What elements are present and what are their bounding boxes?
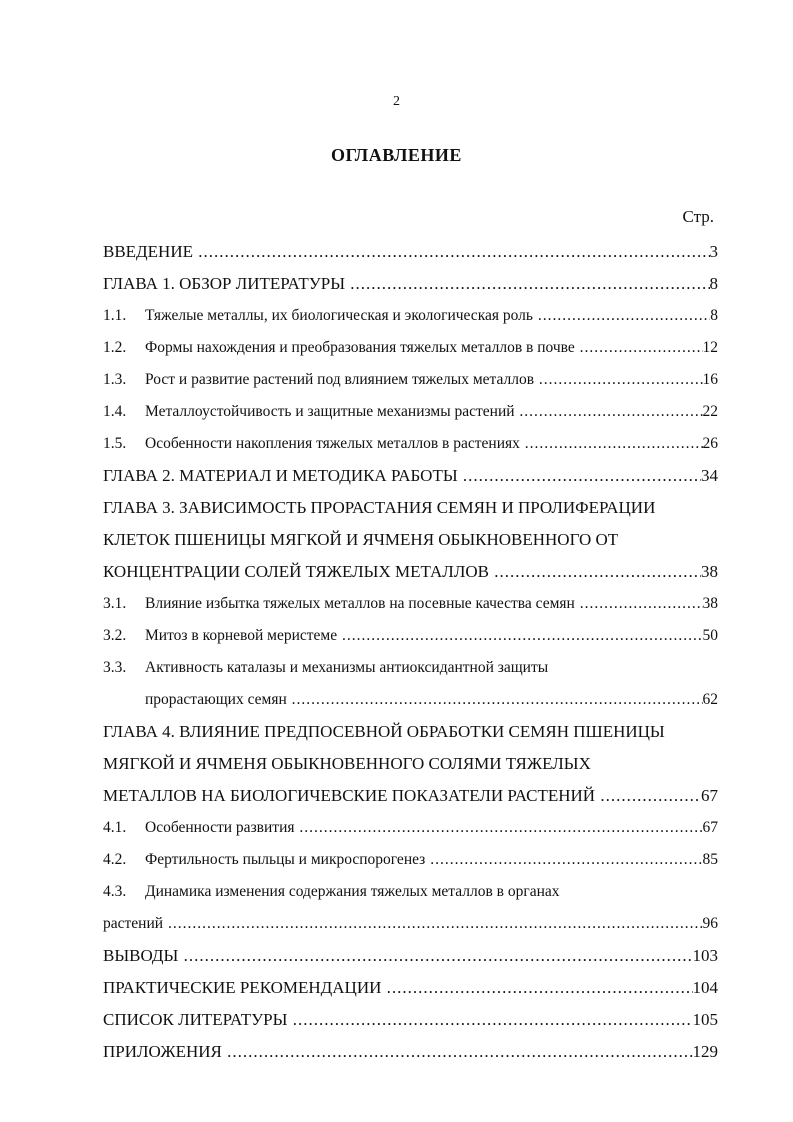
entry-page: 129 (692, 1042, 718, 1061)
entry-title-line: КОНЦЕНТРАЦИИ СОЛЕЙ ТЯЖЕЛЫХ МЕТАЛЛОВ (103, 562, 489, 581)
entry-page: 50 (702, 627, 718, 644)
entry-number: 3.2. (103, 627, 127, 644)
toc-entry-4-3-line-2[interactable] (103, 908, 718, 940)
entry-page: 26 (702, 435, 718, 452)
table-of-contents (103, 236, 718, 1068)
entry-page: 103 (692, 946, 718, 965)
toc-entry-references[interactable] (103, 1004, 718, 1036)
entry-title-line: КЛЕТОК ПШЕНИЦЫ МЯГКОЙ И ЯЧМЕНЯ ОБЫКНОВЕННОГО ОТ (103, 530, 619, 549)
toc-entry-4-2[interactable] (103, 844, 718, 876)
entry-page: 8 (710, 307, 718, 324)
entry-title: ГЛАВА 2. МАТЕРИАЛ И МЕТОДИКА РАБОТЫ (103, 466, 458, 485)
toc-entry-3-1[interactable] (103, 588, 718, 620)
toc-entry-appendices[interactable] (103, 1036, 718, 1068)
toc-entry-chapter-2[interactable] (103, 460, 718, 492)
entry-page: 105 (692, 1010, 718, 1029)
entry-title: Тяжелые металлы, их биологическая и экологическая роль (145, 307, 533, 324)
entry-number: 1.3. (103, 371, 127, 388)
entry-title: ПРАКТИЧЕСКИЕ РЕКОМЕНДАЦИИ (103, 978, 382, 997)
entry-title-line: ГЛАВА 4. ВЛИЯНИЕ ПРЕДПОСЕВНОЙ ОБРАБОТКИ СЕМЯН ПШЕНИЦЫ (103, 722, 665, 741)
toc-entry-chapter-4-line-1[interactable] (103, 716, 718, 748)
toc-entry-1-5[interactable] (103, 428, 718, 460)
entry-title: ПРИЛОЖЕНИЯ (103, 1042, 222, 1061)
entry-page: 67 (701, 786, 718, 805)
entry-title: Митоз в корневой меристеме (145, 627, 338, 644)
entry-page: 12 (702, 339, 718, 356)
entry-page: 38 (702, 595, 718, 612)
entry-number: 4.3. (103, 883, 127, 900)
toc-entry-1-3[interactable] (103, 364, 718, 396)
entry-title: ГЛАВА 1. ОБЗОР ЛИТЕРАТУРЫ (103, 274, 346, 293)
toc-entry-chapter-3-line-3[interactable] (103, 556, 718, 588)
toc-entry-chapter-3-line-2[interactable] (103, 524, 718, 556)
toc-entry-1-4[interactable] (103, 396, 718, 428)
entry-title: ВЫВОДЫ (103, 946, 179, 965)
entry-page: 3 (709, 242, 718, 261)
entry-page: 22 (702, 403, 718, 420)
entry-title: Формы нахождения и преобразования тяжелых металлов в почве (145, 339, 575, 356)
entry-title-line: прорастающих семян (145, 691, 287, 708)
entry-title-line: Активность каталазы и механизмы антиоксидантной защиты (145, 659, 549, 676)
toc-entry-4-3-line-1[interactable] (103, 876, 718, 908)
entry-title-line: ГЛАВА 3. ЗАВИСИМОСТЬ ПРОРАСТАНИЯ СЕМЯН И ПРОЛИФЕРАЦИИ (103, 498, 656, 517)
toc-entry-4-1[interactable] (103, 812, 718, 844)
entry-number: 1.4. (103, 403, 127, 420)
toc-entry-3-3-line-1[interactable] (103, 652, 718, 684)
entry-title-line: МЕТАЛЛОВ НА БИОЛОГИЧЕВСКИЕ ПОКАЗАТЕЛИ РАСТЕНИЙ (103, 786, 596, 805)
entry-page: 8 (709, 274, 718, 293)
entry-title: Особенности накопления тяжелых металлов в растениях (145, 435, 520, 452)
entry-title-line: МЯГКОЙ И ЯЧМЕНЯ ОБЫКНОВЕННОГО СОЛЯМИ ТЯЖЕЛЫХ (103, 754, 591, 773)
entry-title: Рост и развитие растений под влиянием тяжелых металлов (145, 371, 535, 388)
entry-title-line: растений (103, 915, 164, 932)
toc-entry-chapter-4-line-2[interactable] (103, 748, 718, 780)
entry-page: 38 (701, 562, 718, 581)
entry-title: Особенности развития (145, 819, 295, 836)
toc-entry-recommendations[interactable] (103, 972, 718, 1004)
page-title: ОГЛАВЛЕНИЕ (331, 145, 462, 165)
entry-title: Металлоустойчивость и защитные механизмы растений (145, 403, 515, 420)
entry-title-line: Динамика изменения содержания тяжелых металлов в органах (145, 883, 560, 900)
page-column-label: Стр. (682, 207, 714, 226)
entry-number: 4.2. (103, 851, 127, 868)
page-number: 2 (393, 94, 400, 109)
toc-entry-1-1[interactable] (103, 300, 718, 332)
entry-page: 67 (702, 819, 718, 836)
entry-page: 34 (701, 466, 718, 485)
toc-entry-3-3-line-2[interactable] (103, 684, 718, 716)
toc-entry-1-2[interactable] (103, 332, 718, 364)
toc-entry-3-2[interactable] (103, 620, 718, 652)
toc-entry-intro[interactable] (103, 236, 718, 268)
entry-number: 3.1. (103, 595, 127, 612)
entry-number: 3.3. (103, 659, 127, 676)
entry-title: Фертильность пыльцы и микроспорогенез (145, 851, 426, 868)
entry-page: 104 (692, 978, 718, 997)
entry-number: 1.5. (103, 435, 127, 452)
toc-entry-chapter-1[interactable] (103, 268, 718, 300)
entry-number: 1.2. (103, 339, 127, 356)
entry-number: 4.1. (103, 819, 127, 836)
entry-page: 85 (702, 851, 718, 868)
entry-page: 96 (702, 915, 718, 932)
entry-title: СПИСОК ЛИТЕРАТУРЫ (103, 1010, 288, 1029)
toc-entry-conclusions[interactable] (103, 940, 718, 972)
toc-entry-chapter-4-line-3[interactable] (103, 780, 718, 812)
toc-entry-chapter-3-line-1[interactable] (103, 492, 718, 524)
entry-page: 16 (702, 371, 718, 388)
entry-title: Влияние избытка тяжелых металлов на посевные качества семян (145, 595, 575, 612)
entry-page: 62 (702, 691, 718, 708)
entry-title: ВВЕДЕНИЕ (103, 242, 193, 261)
entry-number: 1.1. (103, 307, 127, 324)
